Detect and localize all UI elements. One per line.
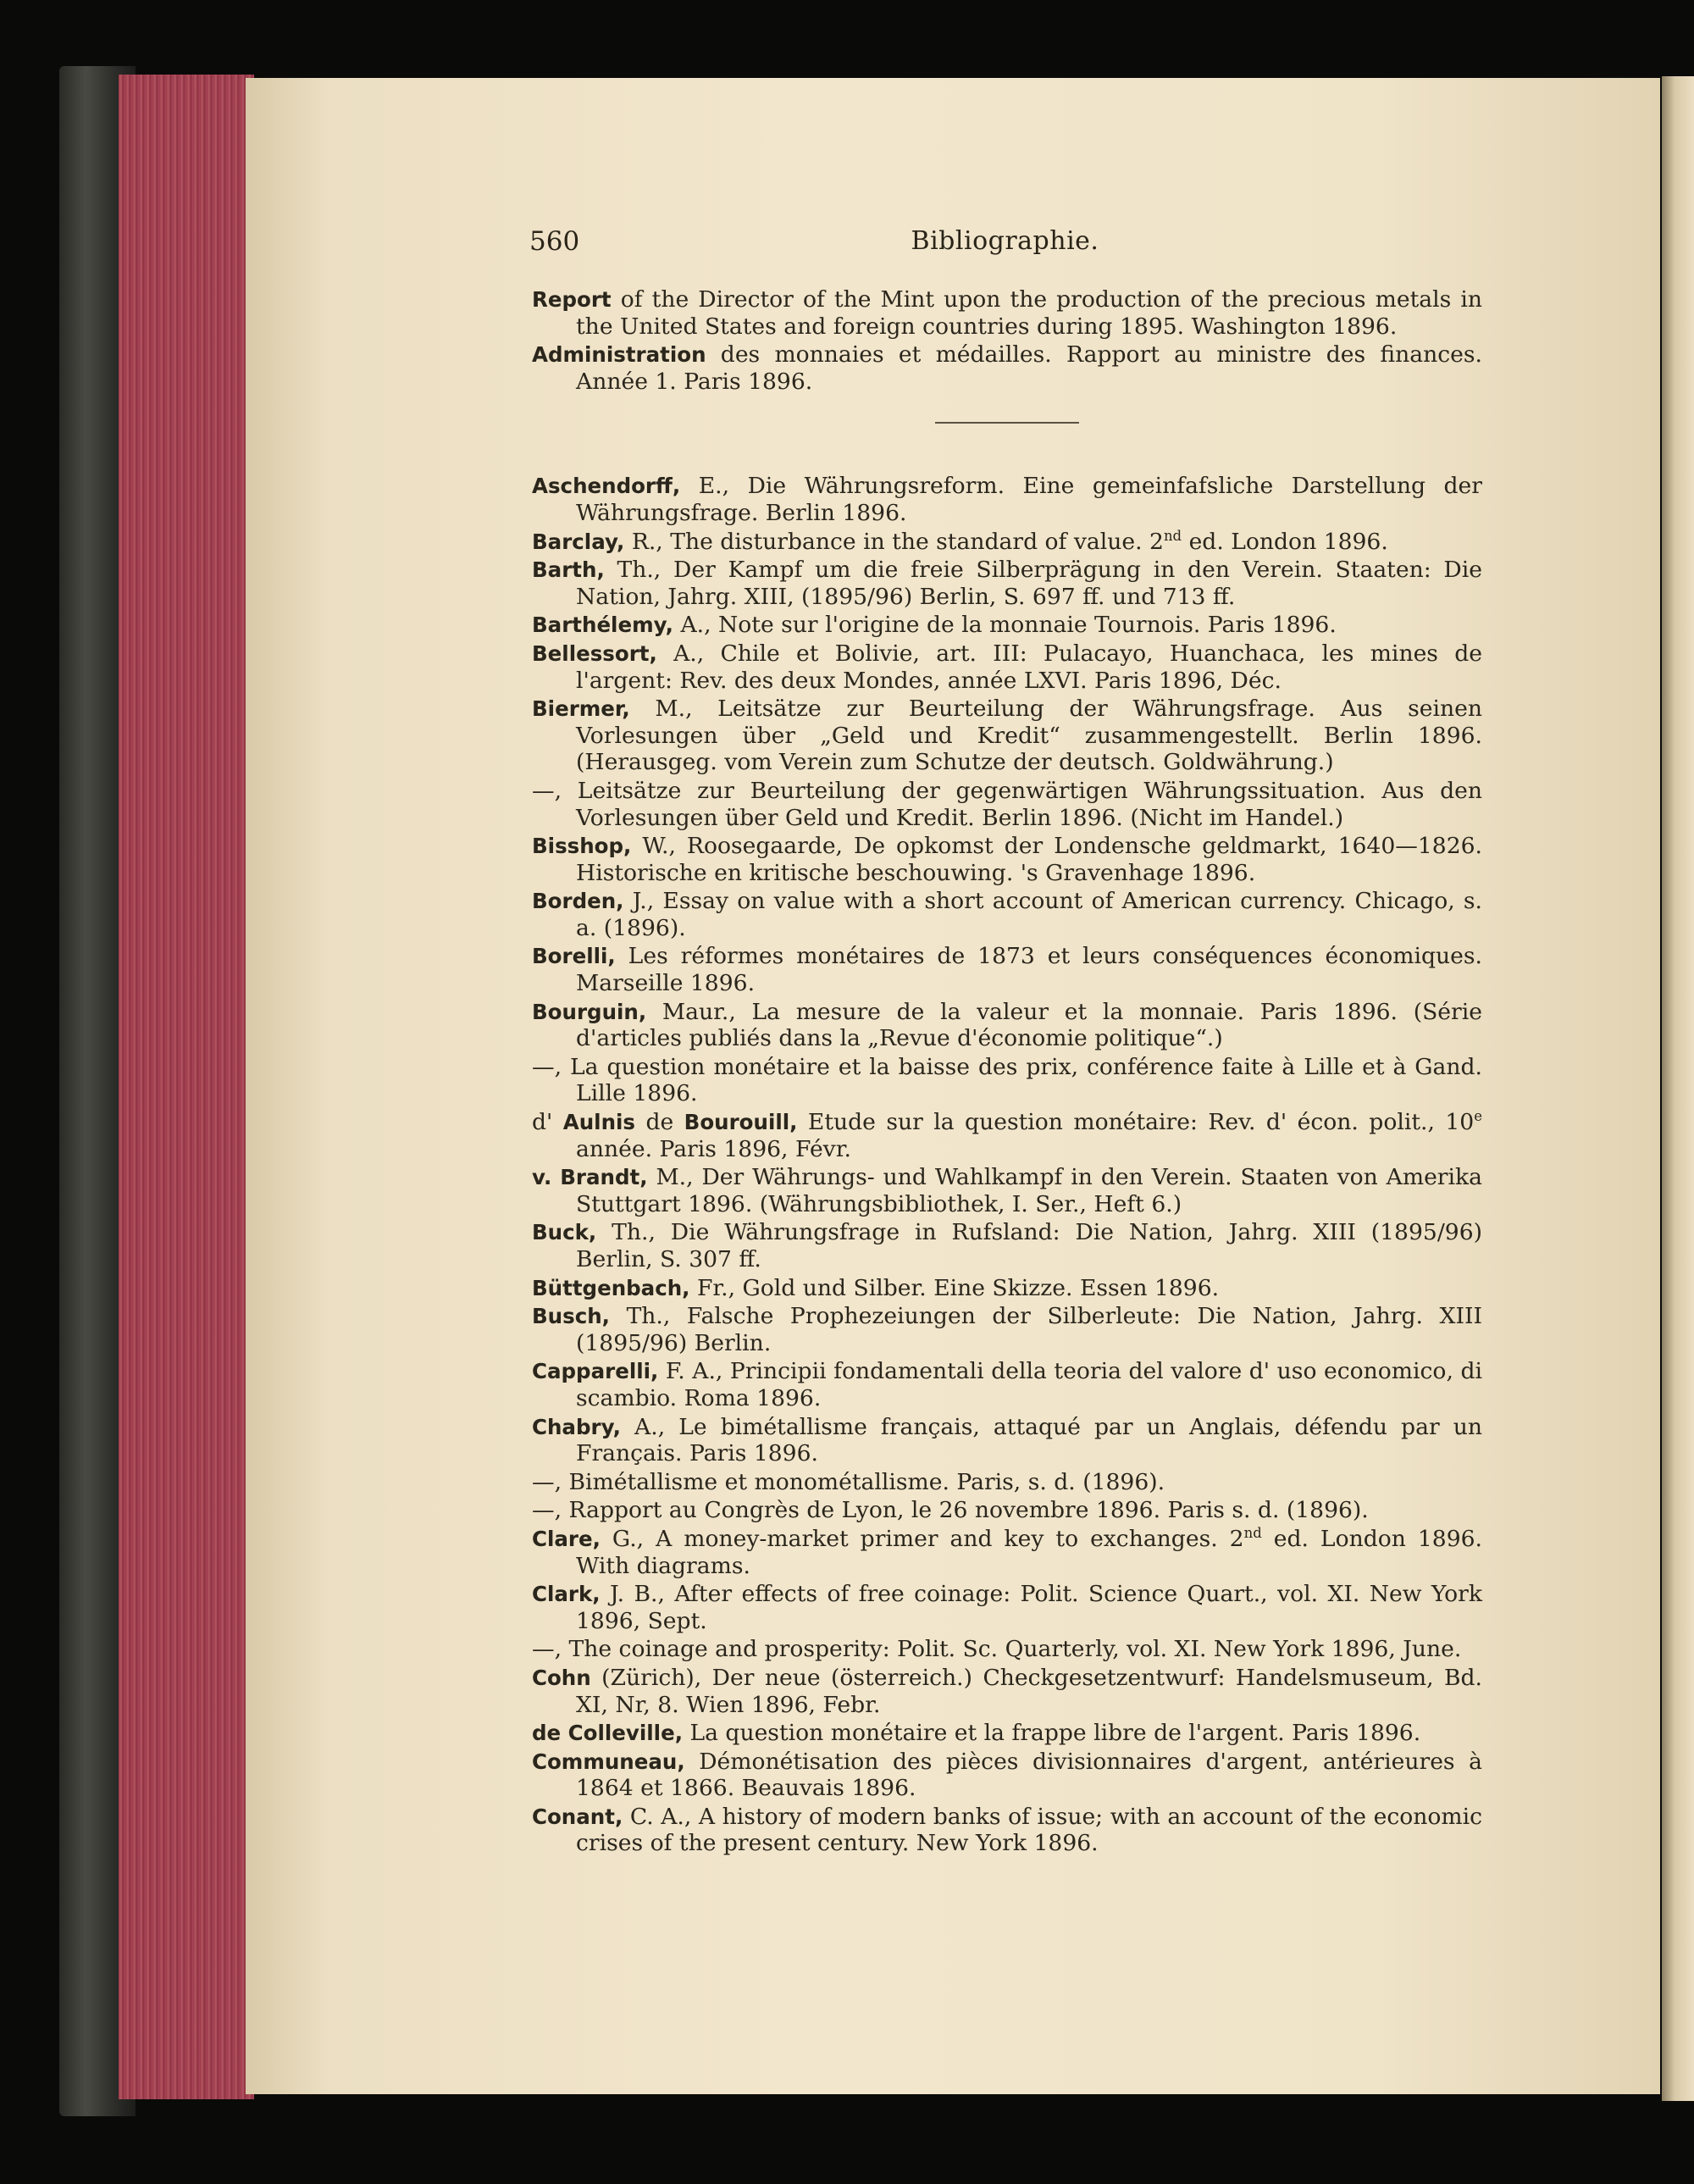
entry-superscript: nd	[1163, 527, 1182, 544]
entry-text: J. B., After effects of free coinage: Polit. Science Quart., vol. XI. New York 1896, Sept.	[576, 1581, 1482, 1634]
entry-author: Bellessort,	[532, 640, 657, 666]
page-header	[529, 226, 1481, 260]
bibliography-entry	[532, 778, 1482, 831]
entry-author: Buck,	[532, 1220, 597, 1245]
entry-author: Borelli,	[532, 944, 616, 969]
bibliography-entry	[532, 612, 1482, 639]
entry-text: M., Leitsätze zur Beurteilung der Währungsfrage. Aus seinen Vorlesungen über „Geld und Kredit“ zusammengestellt. Berlin 1896. (Herausgeg. vom Verein zum Schutze der deutsch. Goldwährung.)	[576, 696, 1482, 776]
bibliography-entry	[532, 529, 1482, 556]
entry-author: de Colleville,	[532, 1721, 683, 1746]
entry-text: ed. London 1896. With diagrams.	[576, 1525, 1482, 1579]
bibliography-entry	[532, 1720, 1482, 1747]
bibliography-entry	[532, 1469, 1482, 1496]
entry-author: Cohn	[532, 1665, 591, 1690]
bibliography-entry	[532, 341, 1482, 395]
entry-author: Chabry,	[532, 1414, 621, 1439]
entry-author: Biermer,	[532, 696, 630, 722]
entry-text: J., Essay on value with a short account of American currency. Chicago, s. a. (1896).	[576, 888, 1482, 941]
entry-author: Büttgenbach,	[532, 1275, 690, 1300]
bibliography-entry	[532, 888, 1482, 941]
entry-text: A., Note sur l'origine de la monnaie Tournois. Paris 1896.	[673, 612, 1337, 639]
running-head: Bibliographie.	[911, 226, 1099, 256]
bibliography-list	[532, 286, 1482, 1859]
entry-text: E., Die Währungsreform. Eine gemeinfafsliche Darstellung der Währungsfrage. Berlin 1896.	[576, 473, 1482, 526]
entry-text: —, Rapport au Congrès de Lyon, le 26 novembre 1896. Paris s. d. (1896).	[532, 1497, 1369, 1524]
bibliography-entry	[532, 1749, 1482, 1802]
entry-prefix: d'	[532, 1109, 563, 1136]
bibliography-entry	[532, 696, 1482, 776]
section-divider	[935, 422, 1079, 424]
entry-text: of the Director of the Mint upon the production of the precious metals in the United States and foreign countries during 1895. Washington 1896.	[576, 286, 1482, 340]
entry-superscript: nd	[1243, 1525, 1262, 1542]
bibliography-entry	[532, 1275, 1482, 1302]
entry-text: A., Chile et Bolivie, art. III: Pulacayo, Huanchaca, les mines de l'argent: Rev. des deux Mondes, année LXVI. Paris 1896, Déc.	[576, 640, 1482, 694]
bibliography-entry	[532, 1303, 1482, 1356]
bibliography-entry	[532, 1219, 1482, 1272]
entry-author: Busch,	[532, 1304, 610, 1329]
bibliography-entry	[532, 833, 1482, 886]
entry-text: M., Der Währungs- und Wahlkampf in den Verein. Staaten von Amerika Stuttgart 1896. (Währungsbibliothek, I. Ser., Heft 6.)	[576, 1164, 1482, 1217]
bibliography-entry	[532, 1636, 1482, 1663]
entry-text: (Zürich), Der neue (österreich.) Checkgesetzentwurf: Handelsmuseum, Bd. XI, Nr, 8. Wien 1896, Febr.	[576, 1664, 1482, 1718]
entry-text: Fr., Gold und Silber. Eine Skizze. Essen 1896.	[689, 1274, 1220, 1301]
bibliography-entry	[532, 1581, 1482, 1634]
bibliography-entry	[532, 1804, 1482, 1857]
bibliography-entry	[532, 473, 1482, 526]
bibliography-entry	[532, 1109, 1482, 1162]
entry-author: Aulnis	[562, 1110, 636, 1135]
page-number: 560	[529, 226, 580, 257]
bibliography-entry	[532, 1414, 1482, 1467]
entry-author: Bourguin,	[532, 999, 647, 1024]
entry-author: Barthélemy,	[532, 613, 673, 638]
main-entries	[532, 473, 1482, 1857]
bibliography-entry	[532, 943, 1482, 996]
top-entries	[532, 286, 1482, 395]
entry-text: année. Paris 1896, Févr.	[576, 1135, 851, 1162]
entry-author: Communeau,	[532, 1749, 685, 1774]
entry-text: W., Roosegaarde, De opkomst der Londensche geldmarkt, 1640—1826. Historische en kritische beschouwing. 's Gravenhage 1896.	[576, 833, 1482, 886]
entry-superscript: e	[1474, 1108, 1482, 1125]
entry-text: Th., Falsche Prophezeiungen der Silberleute: Die Nation, Jahrg. XIII (1895/96) Berlin.	[576, 1303, 1482, 1356]
entry-text: La question monétaire et la frappe libre de l'argent. Paris 1896.	[683, 1720, 1421, 1747]
entry-author: Administration	[532, 342, 706, 368]
entry-text: —, La question monétaire et la baisse des prix, conférence faite à Lille et à Gand. Lille 1896.	[532, 1053, 1482, 1107]
bibliography-entry	[532, 999, 1482, 1052]
bibliography-entry	[532, 1164, 1482, 1217]
entry-particle: de	[635, 1109, 684, 1136]
entry-author: Bisshop,	[532, 834, 632, 859]
bibliography-entry	[532, 1665, 1482, 1718]
entry-text: G., A money-market primer and key to exchanges. 2	[600, 1525, 1244, 1552]
entry-text: C. A., A history of modern banks of issue; with an account of the economic crises of the present century. New York 1896.	[576, 1803, 1482, 1857]
entry-author: Report	[532, 287, 612, 312]
entry-text: Th., Die Währungsfrage in Rufsland: Die Nation, Jahrg. XIII (1895/96) Berlin, S. 307 ff.	[576, 1219, 1482, 1272]
bibliography-entry	[532, 1358, 1482, 1411]
entry-author: Clare,	[532, 1526, 601, 1551]
entry-text: F. A., Principii fondamentali della teoria del valore d' uso economico, di scambio. Roma 1896.	[576, 1358, 1482, 1411]
entry-text: R., The disturbance in the standard of value. 2	[624, 528, 1164, 555]
entry-author: Barclay,	[532, 529, 625, 554]
entry-text: —, Leitsätze zur Beurteilung der gegenwärtigen Währungssituation. Aus den Vorlesungen über Geld und Kredit. Berlin 1896. (Nicht im Handel.)	[532, 777, 1482, 831]
page-block-edges	[119, 75, 254, 2099]
entry-text: Les réformes monétaires de 1873 et leurs conséquences économiques. Marseille 1896.	[576, 943, 1482, 997]
entry-text: Th., Der Kampf um die freie Silberprägung in den Verein. Staaten: Die Nation, Jahrg. XIII, (1895/96) Berlin, S. 697 ff. und 713 ff.	[576, 557, 1482, 610]
entry-text: A., Le bimétallisme français, attaqué par un Anglais, défendu par un Français. Paris 1896.	[576, 1413, 1482, 1467]
bibliography-entry	[532, 286, 1482, 340]
entry-author: Barth,	[532, 557, 605, 583]
entry-author: Bourouill,	[684, 1110, 798, 1135]
entry-text: Maur., La mesure de la valeur et la monnaie. Paris 1896. (Série d'articles publiés dans la „Revue d'économie politique“.)	[576, 998, 1482, 1052]
entry-text: —, The coinage and prosperity: Polit. Sc. Quarterly, vol. XI. New York 1896, June.	[532, 1636, 1462, 1663]
entry-author: v. Brandt,	[532, 1165, 648, 1190]
bibliography-entry	[532, 1526, 1482, 1579]
bibliography-entry	[532, 1054, 1482, 1107]
facing-page-edge	[1662, 76, 1694, 2101]
entry-author: Conant,	[532, 1804, 623, 1829]
entry-text: ed. London 1896.	[1182, 528, 1388, 555]
entry-text: Etude sur la question monétaire: Rev. d' écon. polit., 10	[797, 1109, 1475, 1136]
bibliography-entry	[532, 640, 1482, 694]
entry-author: Aschendorff,	[532, 474, 681, 499]
entry-text: des monnaies et médailles. Rapport au ministre des finances. Année 1. Paris 1896.	[576, 341, 1482, 395]
entry-author: Borden,	[532, 889, 624, 914]
entry-text: —, Bimétallisme et monométallisme. Paris, s. d. (1896).	[532, 1468, 1165, 1495]
entry-text: Démonétisation des pièces divisionnaires d'argent, antérieures à 1864 et 1866. Beauvais 1896.	[576, 1748, 1482, 1802]
bibliography-entry	[532, 1497, 1482, 1524]
entry-author: Capparelli,	[532, 1359, 659, 1384]
bibliography-entry	[532, 557, 1482, 610]
entry-author: Clark,	[532, 1582, 601, 1607]
